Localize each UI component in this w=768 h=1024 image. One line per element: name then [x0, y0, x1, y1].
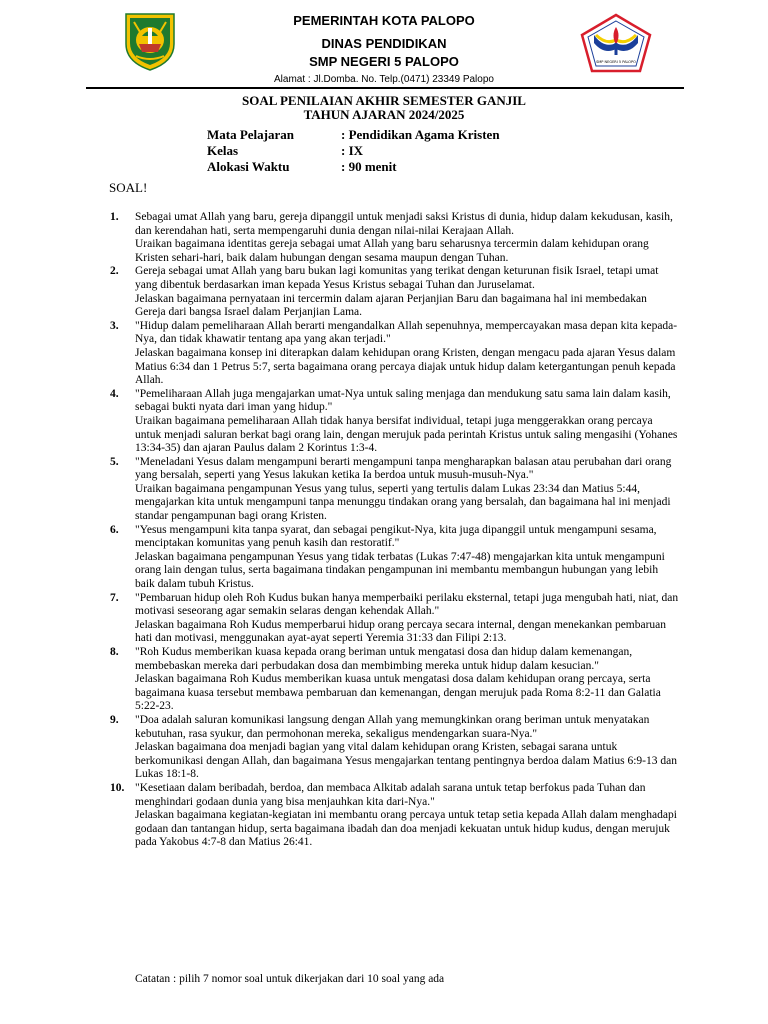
school-logo-caption: SMP NEGERI 5 PALOPO: [596, 60, 636, 64]
question-body: [135, 524, 680, 592]
question-body: [135, 456, 680, 524]
letterhead-school: SMP NEGERI 5 PALOPO: [309, 54, 459, 69]
question-number: 6.: [110, 523, 119, 536]
question-task: Jelaskan bagaimana pernyataan ini tercermin dalam ajaran Perjanjian Baru dan bagaimana hal ini membedakan Gereja dari bangsa Israel dalam Perjanjian Lama.: [135, 292, 647, 319]
meta-row: [207, 159, 500, 175]
question-task: Jelaskan bagaimana doa menjadi bagian yang vital dalam kehidupan orang Kristen, sebagai sarana untuk berkomunikasi dengan Allah, dan bagaimana Yesus mengajarkan tentang pentingnya berdoa dalam Matius 6:9-13 dan Lukas 18:1-8.: [135, 741, 677, 781]
school-logo-icon: [580, 13, 652, 73]
question-number: 2.: [110, 265, 119, 278]
question-task: Jelaskan bagaimana Roh Kudus memperbarui hidup orang percaya secara internal, dengan menekankan pembaruan hati dan motivasi, menggunakan ayat-ayat seperti Yeremia 31:33 dan Filipi 2:13.: [135, 618, 667, 645]
question-statement: "Hidup dalam pemeliharaan Allah berarti mengandalkan Allah sepenuhnya, mempercayakan masa depan kita kepada-Nya, dan tidak khawatir tentang apa yang akan terjadi.": [135, 319, 678, 346]
exam-title: SOAL PENILAIAN AKHIR SEMESTER GANJIL: [242, 93, 526, 108]
question-item: [110, 524, 680, 592]
meta-label: Alokasi Waktu: [207, 159, 290, 174]
meta-value: : 90 menit: [341, 159, 397, 174]
question-item: [110, 320, 680, 388]
instruction-note: Catatan : pilih 7 nomor soal untuk dikerjakan dari 10 soal yang ada: [135, 973, 445, 985]
question-number: 3.: [110, 319, 119, 332]
question-number: 1.: [110, 211, 119, 223]
exam-academic-year: TAHUN AJARAN 2024/2025: [303, 107, 465, 122]
question-statement: "Yesus mengampuni kita tanpa syarat, dan sebagai pengikut-Nya, kita juga dipanggil untuk mengampuni sesama, menciptakan komunitas yang penuh kasih dan restoratif.": [135, 523, 657, 550]
question-body: [135, 388, 680, 456]
question-task: Uraikan bagaimana identitas gereja sebagai umat Allah yang baru seharusnya tercermin dalam kehidupan orang Kristen sehari-hari, baik dalam hubungan dengan sesama maupun dengan Tuhan.: [135, 238, 649, 264]
question-item: [110, 388, 680, 456]
question-item: [110, 714, 680, 782]
letterhead-government: PEMERINTAH KOTA PALOPO: [293, 13, 475, 28]
meta-value: : Pendidikan Agama Kristen: [341, 127, 500, 142]
question-item: [110, 782, 680, 850]
question-item: [110, 265, 680, 319]
question-body: [135, 211, 680, 265]
meta-row: [207, 127, 500, 143]
question-statement: "Pembaruan hidup oleh Roh Kudus bukan hanya memperbaiki perilaku eksternal, tetapi juga mengubah hati, niat, dan motivasi seseorang agar semakin selaras dengan kehendak Allah.": [135, 591, 679, 618]
question-statement: "Kesetiaan dalam beribadah, berdoa, dan membaca Alkitab adalah sarana untuk tetap berfokus pada Tuhan dan menghindari godaan dunia yang bisa menjauhkan kita dari-Nya.": [135, 781, 646, 808]
question-statement: "Meneladani Yesus dalam mengampuni berarti mengampuni tanpa mengharapkan balasan atau perubahan dari orang yang bersalah, seperti yang Yesus lakukan ketika Ia berdoa untuk musuh-musuh-Nya.": [135, 455, 672, 482]
question-number: 8.: [110, 646, 119, 658]
meta-row: [207, 143, 500, 159]
question-task: Jelaskan bagaimana konsep ini diterapkan dalam kehidupan orang Kristen, dengan mengacu pada ajaran Yesus dalam Matius 6:34 dan 1 Petrus 5:7, serta bagaimana orang percaya diajak untuk hidup dalam ketergantungan penuh kepada Allah.: [135, 346, 676, 387]
question-task: Uraikan bagaimana pemeliharaan Allah tidak hanya bersifat individual, tetapi juga menggerakkan orang percaya untuk menjadi saluran berkat bagi orang lain, dengan merujuk pada perintah Kristus untuk saling mengasihi (Yohanes 13:34-35) dan ajaran Paulus dalam 2 Korintus 1:3-4.: [135, 414, 678, 455]
question-number: 10.: [110, 781, 125, 794]
question-task: Jelaskan bagaimana pengampunan Yesus yang tidak terbatas (Lukas 7:47-48) mengajarkan kita untuk mengampuni orang lain dengan tulus, serta bagaimana tindakan pengampunan ini membantu membangun hubungan yang lebih baik dalam tubuh Kristus.: [135, 550, 665, 591]
question-body: [135, 265, 680, 319]
question-item: [110, 592, 680, 646]
question-statement: "Pemeliharaan Allah juga mengajarkan umat-Nya untuk saling menjaga dan mendukung satu sama lain dalam kasih, sebagai bukti nyata dari iman yang hidup.": [135, 387, 671, 414]
question-item: [110, 211, 680, 265]
question-task: Jelaskan bagaimana kegiatan-kegiatan ini membantu orang percaya untuk tetap setia kepada Allah dalam menghadapi godaan dan tantangan hidup, serta bagaimana ibadah dan doa menjadi kekuatan untuk hidup kudus, dengan merujuk pada Yakobus 4:7-8 dan Matius 26:41.: [135, 809, 677, 849]
letterhead: [0, 0, 768, 92]
question-statement: "Doa adalah saluran komunikasi langsung dengan Allah yang memungkinkan orang beriman untuk menyatakan kebutuhan, rasa syukur, dan permohonan mereka, sekaligus mendengarkan suara-Nya.": [135, 713, 650, 740]
question-task: Jelaskan bagaimana Roh Kudus memberikan kuasa untuk mengatasi dosa dalam kehidupan orang percaya, serta bagaimana kuasa tersebut membawa pembaruan dan kemenangan, dengan merujuk pada Roma 8:2-11 dan Galatia 5:22-23.: [135, 673, 661, 713]
question-number: 7.: [110, 591, 119, 604]
question-statement: "Roh Kudus memberikan kuasa kepada orang beriman untuk mengatasi dosa dan hidup dalam kemenangan, membebaskan mereka dari perbudakan dosa dan membimbing mereka untuk hidup dalam kesucian.": [135, 646, 633, 672]
question-body: [135, 592, 680, 646]
letterhead-address: Alamat : Jl.Domba. No. Telp.(0471) 23349 Palopo: [274, 74, 494, 85]
questions-heading: SOAL!: [109, 180, 148, 195]
question-list: [110, 211, 680, 850]
question-body: [135, 320, 680, 388]
question-number: 4.: [110, 387, 119, 400]
question-number: 5.: [110, 455, 119, 468]
exam-meta: [207, 127, 500, 175]
question-number: 9.: [110, 713, 119, 726]
question-statement: Sebagai umat Allah yang baru, gereja dipanggil untuk menjadi saksi Kristus di dunia, hidup dalam kekudusan, kasih, dan kerendahan hati, serta mempengaruhi dunia dengan nilai-nilai Kerajaan Allah.: [135, 211, 673, 237]
question-item: [110, 646, 680, 714]
meta-label: Mata Pelajaran: [207, 127, 295, 142]
letterhead-department: DINAS PENDIDIKAN: [321, 36, 447, 51]
meta-value: : IX: [341, 143, 364, 158]
question-body: [135, 782, 680, 850]
letterhead-divider: [86, 87, 684, 89]
question-statement: Gereja sebagai umat Allah yang baru bukan lagi komunitas yang terikat dengan keturunan fisik Israel, tetapi umat yang dibentuk berdasarkan iman kepada Yesus Kristus sebagai Tuhan dan Juruselamat.: [135, 265, 659, 291]
question-task: Uraikan bagaimana pengampunan Yesus yang tulus, seperti yang tertulis dalam Lukas 23:34 dan Matius 5:44, mengajarkan kita untuk mengampuni tanpa menunggu tindakan orang yang bersalah, dan bagaimana hal ini menjadi standar pengampunan bagi orang Kristen.: [135, 482, 671, 523]
question-body: [135, 646, 680, 714]
question-body: [135, 714, 680, 782]
meta-label: Kelas: [207, 143, 239, 158]
question-item: [110, 456, 680, 524]
